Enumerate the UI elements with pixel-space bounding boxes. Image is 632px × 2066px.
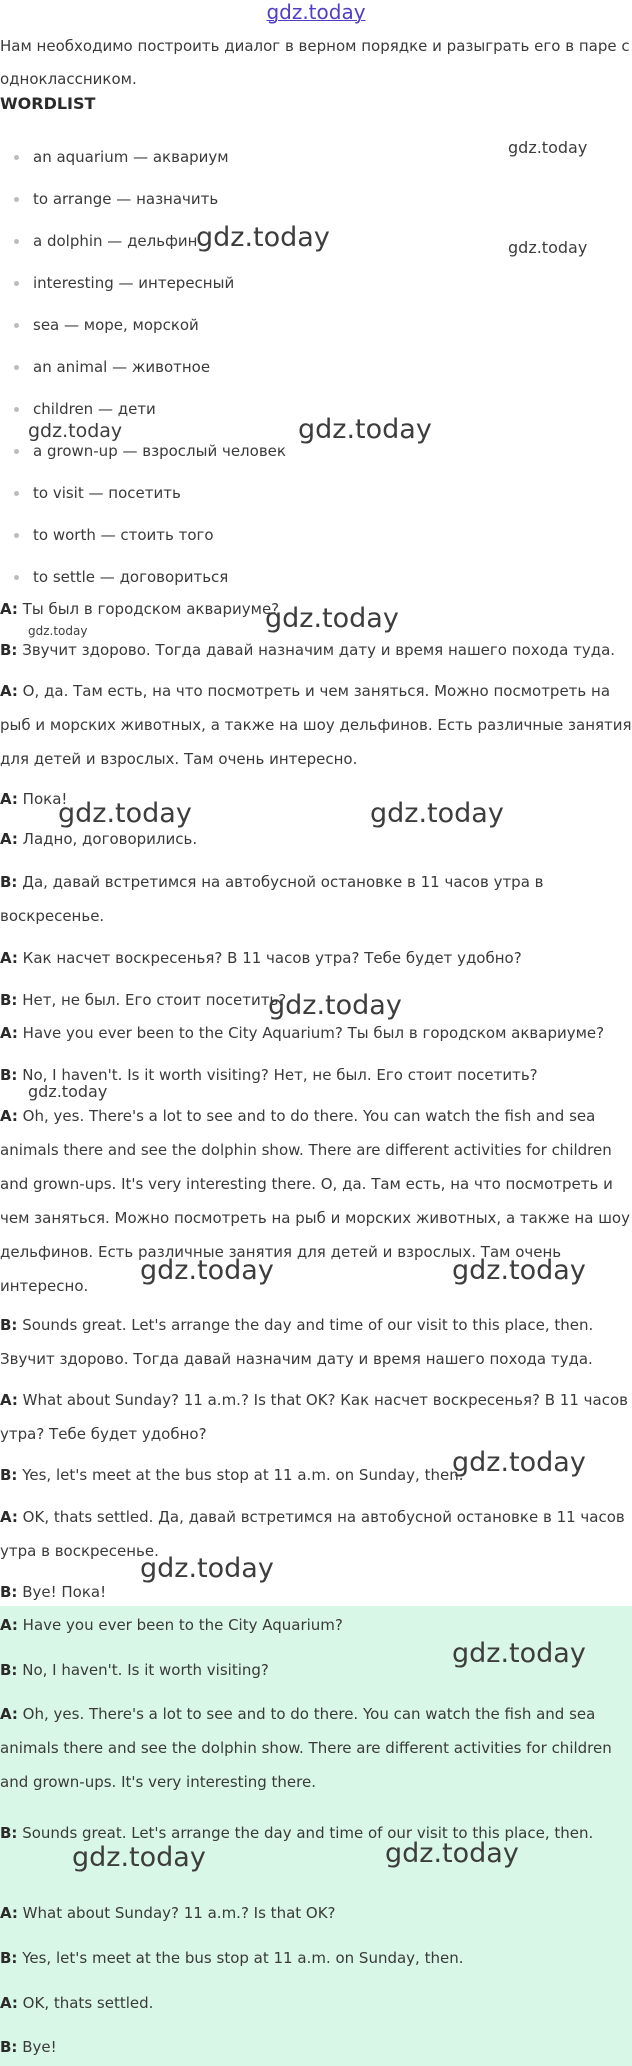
dialogue-line: A: Have you ever been to the City Aquarium? Ты был в городском аквариуме?	[0, 1024, 605, 1042]
wordlist-item: a grown-up — взрослый человек	[0, 430, 632, 472]
dialogue-line: B: Звучит здорово. Тогда давай назначим дату и время нашего похода туда.	[0, 641, 616, 659]
watermark: gdz.today	[508, 238, 588, 257]
wordlist-item: to arrange — назначить	[0, 178, 632, 220]
wordlist-item: to settle — договориться	[0, 556, 632, 598]
dialogue-line: B: Нет, не был. Его стоит посетить?	[0, 991, 287, 1009]
bullet-icon	[14, 155, 19, 160]
dialogue-line: A: Have you ever been to the City Aquarium?	[0, 1616, 343, 1634]
watermark: gdz.today	[452, 1255, 586, 1286]
watermark: gdz.today	[196, 222, 330, 253]
watermark: gdz.today	[370, 798, 504, 829]
bullet-icon	[14, 281, 19, 286]
dialogue-line: A: Как насчет воскресенья? В 11 часов утра? Тебе будет удобно?	[0, 949, 522, 967]
dialogue-line: A: What about Sunday? 11 a.m.? Is that OK?	[0, 1904, 336, 1922]
bullet-icon	[14, 449, 19, 454]
bullet-icon	[14, 323, 19, 328]
watermark: gdz.today	[452, 1447, 586, 1478]
wordlist-item: interesting — интересный	[0, 262, 632, 304]
dialogue-line: A: What about Sunday? 11 a.m.? Is that OK? Как насчет воскресенья? В 11 часов утра? Тебе будет удобно?	[0, 1391, 628, 1443]
dialogue-line: A: Ты был в городском аквариуме?	[0, 600, 280, 618]
bullet-icon	[14, 365, 19, 370]
dialogue-line: A: Ладно, договорились.	[0, 830, 198, 848]
wordlist-item: an aquarium — аквариум	[0, 136, 632, 178]
bullet-icon	[14, 575, 19, 580]
intro-text: Нам необходимо построить диалог в верном порядке и разыграть его в паре с одноклассником.	[0, 37, 630, 88]
dialogue-line: B: No, I haven't. Is it worth visiting? Нет, не был. Его стоит посетить?	[0, 1066, 538, 1084]
dialogue-line: B: Yes, let's meet at the bus stop at 11 a.m. on Sunday, then.	[0, 1466, 464, 1484]
dialogue-line: B: Sounds great. Let's arrange the day and time of our visit to this place, then. Звучит здорово. Тогда давай назначим дату и время нашего похода туда.	[0, 1316, 594, 1368]
dialogue-line: A: Oh, yes. There's a lot to see and to do there. You can watch the fish and sea animals there and see the dolphin show. There are different activities for children and grown-ups. It's very interesting there.	[0, 1705, 612, 1791]
watermark: gdz.today	[28, 624, 88, 638]
watermark: gdz.today	[140, 1255, 274, 1286]
bullet-icon	[14, 491, 19, 496]
dialogue-line: B: Bye!	[0, 2038, 57, 2056]
wordlist-item: children — дети	[0, 388, 632, 430]
watermark: gdz.today	[265, 603, 399, 634]
wordlist-item: a dolphin — дельфин	[0, 220, 632, 262]
watermark: gdz.today	[508, 138, 588, 157]
watermark: gdz.today	[72, 1842, 206, 1873]
wordlist-item: to worth — стоить того	[0, 514, 632, 556]
watermark: gdz.today	[28, 420, 123, 442]
dialogue-line: A: OK, thats settled. Да, давай встретимся на автобусной остановке в 11 часов утра в воскресенье.	[0, 1508, 625, 1560]
watermark: gdz.today	[140, 1553, 274, 1584]
dialogue-line: A: Пока!	[0, 790, 68, 808]
dialogue-line: B: Yes, let's meet at the bus stop at 11 a.m. on Sunday, then.	[0, 1949, 464, 1967]
wordlist-item: sea — море, морской	[0, 304, 632, 346]
watermark: gdz.today	[452, 1638, 586, 1669]
dialogue-line: B: Bye! Пока!	[0, 1583, 107, 1601]
bullet-icon	[14, 533, 19, 538]
site-link[interactable]: gdz.today	[266, 0, 366, 24]
bullet-icon	[14, 239, 19, 244]
dialogue-line: A: О, да. Там есть, на что посмотреть и чем заняться. Можно посмотреть на рыб и морских животных, а также на шоу дельфинов. Есть различные занятия для детей и взрослых. Там очень интересно.	[0, 682, 632, 768]
dialogue-line: B: Да, давай встретимся на автобусной остановке в 11 часов утра в воскресенье.	[0, 873, 544, 925]
watermark: gdz.today	[385, 1838, 519, 1869]
dialogue-line: B: No, I haven't. Is it worth visiting?	[0, 1661, 269, 1679]
watermark: gdz.today	[268, 990, 402, 1021]
bullet-icon	[14, 407, 19, 412]
dialogue-line: A: Oh, yes. There's a lot to see and to do there. You can watch the fish and sea animals there and see the dolphin show. There are different activities for children and grown-ups. It's very interesting there. О, да. Там есть, на что посмотреть и чем заняться. Можно посмотреть на рыб и морских животных, а также на шоу дельфинов. Есть различные занятия для детей и взрослых. Там очень интересно.	[0, 1107, 630, 1295]
watermark: gdz.today	[28, 1082, 108, 1101]
bullet-icon	[14, 197, 19, 202]
wordlist	[0, 136, 632, 598]
dialogue-line: A: OK, thats settled.	[0, 1994, 154, 2012]
dialogue-line: B: Sounds great. Let's arrange the day and time of our visit to this place, then.	[0, 1824, 594, 1842]
wordlist-heading: WORDLIST	[0, 94, 96, 113]
wordlist-item: an animal — животное	[0, 346, 632, 388]
watermark: gdz.today	[298, 414, 432, 445]
wordlist-item: to visit — посетить	[0, 472, 632, 514]
watermark: gdz.today	[58, 798, 192, 829]
